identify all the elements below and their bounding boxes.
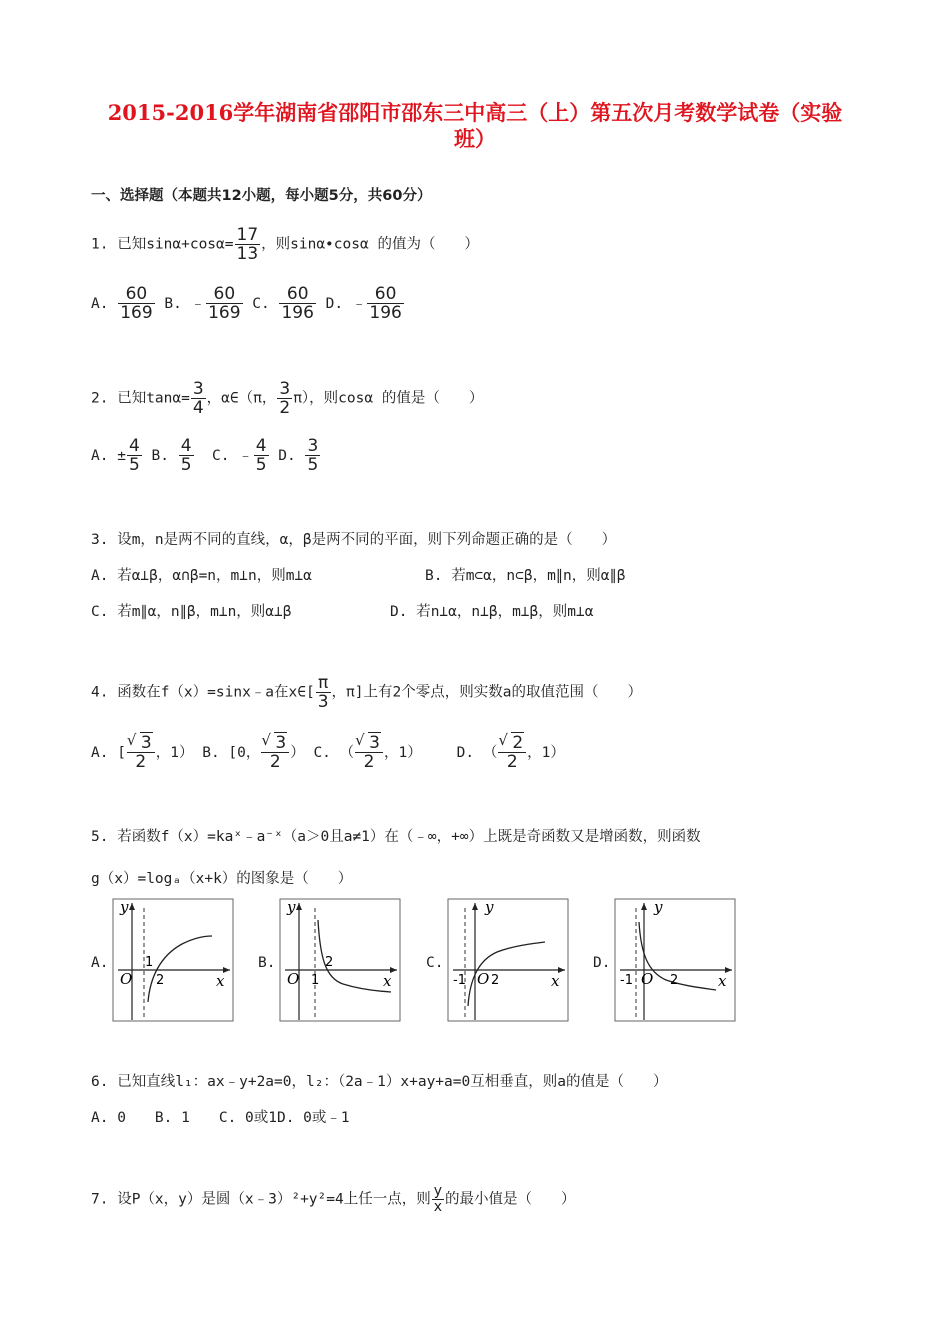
svg-text:x: x: [718, 972, 727, 990]
q5-option-b-label[interactable]: B.: [258, 955, 276, 971]
q2-fraction-2: $\frac{3}{2}$: [279, 379, 291, 418]
q4-option-b[interactable]: B. [0， √ $\frac{3}{2}$ ）: [202, 745, 304, 761]
q2-fraction-1: $\frac{3}{4}$: [192, 379, 204, 418]
q5-graph-d[interactable]: [614, 898, 736, 1022]
q4-option-a[interactable]: A. [ √ $\frac{3}{2}$ ，1）: [91, 745, 193, 761]
q2-option-b[interactable]: B. $\frac{4}{5}$: [151, 436, 192, 475]
svg-text:O: O: [287, 970, 300, 988]
svg-text:-1: -1: [453, 973, 466, 988]
paper-title: [80, 100, 870, 152]
q5-graph-a-tick-2: 2: [156, 973, 165, 988]
question-7: 7. 设P（x，y）是圆（x﹣3）²+y²=4上任一点，则 $\frac{y}{x}$ 的最小值是（ ）: [91, 1183, 576, 1215]
q7-fraction: $\frac{y}{x}$: [433, 1183, 443, 1215]
q1-prefix: 1. 已知sinα+cosα=: [91, 236, 234, 253]
q3-option-a[interactable]: A. 若α⊥β，α∩β=n，m⊥n，则m⊥α: [91, 568, 312, 584]
q5-graph-a-tick-1: 1: [145, 955, 154, 970]
q4-fraction: $\frac{\pi}{3}$: [317, 673, 329, 712]
svg-text:x: x: [383, 972, 392, 990]
svg-text:x: x: [551, 972, 560, 990]
question-4: 4. 函数在f（x）=sinx﹣a在x∈[ $\frac{\pi}{3}$ ，π]上有2个零点，则实数a的取值范围（ ）: [91, 673, 642, 712]
svg-text:-1: -1: [620, 973, 633, 988]
q4-option-c[interactable]: C. （ √ $\frac{3}{2}$ ，1）: [313, 745, 421, 761]
title-line-2: 班）: [454, 126, 496, 151]
q5-option-c-label[interactable]: C.: [426, 955, 444, 971]
q5-option-a-label[interactable]: A.: [91, 955, 109, 971]
q1-option-b[interactable]: B. ﹣ $\frac{60}{169}$: [164, 284, 241, 323]
svg-text:1: 1: [311, 973, 320, 988]
q5-graph-a-origin: O: [120, 970, 133, 988]
q5-graph-c[interactable]: [447, 898, 569, 1022]
q4-option-d[interactable]: D. （ √ $\frac{2}{2}$ ，1）: [457, 745, 565, 761]
q2-option-a[interactable]: A. ± $\frac{4}{5}$: [91, 436, 140, 475]
q3-option-d[interactable]: D. 若n⊥α，n⊥β，m⊥β，则m⊥α: [390, 604, 594, 620]
q1-options: [91, 285, 405, 322]
q3-option-b[interactable]: B. 若m⊂α，n⊂β，m∥n，则α∥β: [425, 568, 626, 584]
title-line-1: 2015-2016学年湖南省邵阳市邵东三中高三（上）第五次月考数学试卷（实验: [107, 100, 843, 125]
q1-suffix: ，则sinα•cosα 的值为（ ）: [261, 236, 479, 253]
svg-text:y: y: [654, 898, 663, 916]
q5-option-d-label[interactable]: D.: [593, 955, 611, 971]
q3-option-c[interactable]: C. 若m∥α，n∥β，m⊥n，则α⊥β: [91, 604, 292, 620]
q1-option-a[interactable]: A. $\frac{60}{169}$: [91, 284, 153, 323]
svg-text:2: 2: [325, 955, 334, 970]
svg-text:y: y: [287, 898, 296, 916]
q1-option-c[interactable]: C. $\frac{60}{196}$: [252, 284, 314, 323]
svg-text:2: 2: [491, 973, 500, 988]
question-6-stem: 6. 已知直线l₁：ax﹣y+2a=0，l₂：（2a﹣1）x+ay+a=0互相垂直，则a的值是（ ）: [91, 1074, 668, 1090]
q1-option-d[interactable]: D. ﹣ $\frac{60}{196}$: [325, 284, 402, 323]
q6-options[interactable]: A. 0 B. 1 C. 0或1D. 0或﹣1: [91, 1110, 350, 1126]
q5-graph-a-y-label: y: [120, 898, 129, 916]
question-5-line-1: 5. 若函数f（x）=kaˣ﹣a⁻ˣ（a＞0且a≠1）在（﹣∞，+∞）上既是奇函数又是增函数，则函数: [91, 829, 701, 845]
svg-text:2: 2: [670, 973, 679, 988]
q2-options: [91, 437, 321, 474]
q5-graph-a-x-label: x: [216, 972, 225, 990]
q2-option-c[interactable]: C. ﹣ $\frac{4}{5}$: [212, 436, 267, 475]
q4-options: [91, 734, 565, 771]
svg-text:y: y: [485, 898, 494, 916]
q2-option-d[interactable]: D. $\frac{3}{5}$: [278, 436, 319, 475]
question-3-stem: 3. 设m，n是两不同的直线，α，β是两不同的平面，则下列命题正确的是（ ）: [91, 532, 617, 548]
q5-graph-a[interactable]: [112, 898, 234, 1022]
question-5-line-2: g（x）=logₐ（x+k）的图象是（ ）: [91, 871, 353, 887]
question-2: 2. 已知tanα= $\frac{3}{4}$ ，α∈（π， $\frac{3}{2}$ π），则cosα 的值是（ ）: [91, 379, 484, 418]
svg-text:O: O: [641, 970, 654, 988]
q5-graph-b[interactable]: [279, 898, 401, 1022]
q1-fraction: $\frac{17}{13}$: [236, 225, 259, 264]
section-heading: 一、选择题（本题共12小题，每小题5分，共60分）: [91, 188, 432, 204]
question-1: [91, 226, 479, 263]
svg-text:O: O: [477, 970, 490, 988]
